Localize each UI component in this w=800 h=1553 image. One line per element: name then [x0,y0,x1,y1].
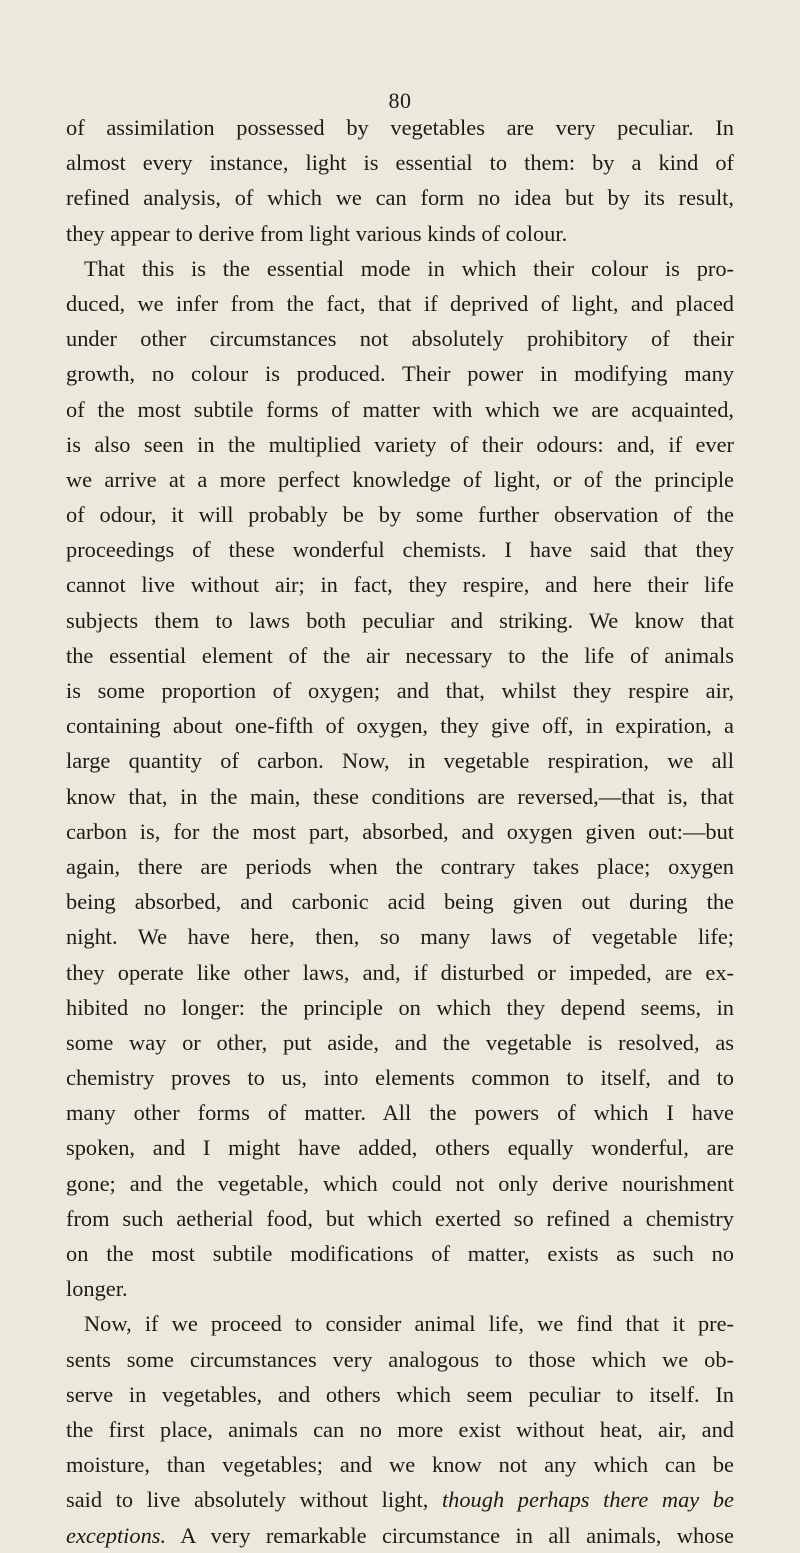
text-line: duced, we infer from the fact, that if deprived of light, and placed [66,290,734,316]
text-line: being absorbed, and carbonic acid being given out during the [66,889,734,915]
text-line: hibited no longer: the principle on which they depend seems, in [66,994,734,1020]
text-line: again, there are periods when the contrary takes place; oxygen [66,853,734,879]
text-line: spoken, and I might have added, others equally wonderful, are [66,1135,734,1161]
text-line: some way or other, put aside, and the vegetable is resolved, as [66,1029,734,1055]
body-text [66,110,734,1553]
text-line: moisture, than vegetables; and we know not any which can be [66,1452,734,1478]
text-line: of assimilation possessed by vegetables are very peculiar. In [66,115,734,140]
text-line: Now, if we proceed to consider animal life, we find that it pre- [84,1311,734,1337]
text-span: A very remarkable circumstance in all animals, whose [166,1522,734,1548]
text-line: subjects them to laws both peculiar and striking. We know that [66,607,734,633]
text-line: longer. [66,1276,128,1302]
text-line [66,1518,734,1553]
text-line: the first place, animals can no more exist without heat, air, and [66,1416,734,1442]
text-line: under other circumstances not absolutely prohibitory of their [66,326,734,352]
text-line: That this is the essential mode in which their colour is pro- [84,255,734,281]
text-line: almost every instance, light is essential to them: by a kind of [66,150,734,176]
text-line: of the most subtile forms of matter with which we are acquainted, [66,396,734,422]
text-line: containing about one-fifth of oxygen, they give off, in expiration, a [66,713,734,739]
text-line: sents some circumstances very analogous to those which we ob- [66,1346,734,1372]
text-line: night. We have here, then, so many laws of vegetable life; [66,924,734,950]
text-line: on the most subtile modifications of matter, exists as such no [66,1241,734,1266]
text-line: serve in vegetables, and others which seem peculiar to itself. In [66,1381,734,1407]
text-line: cannot live without air; in fact, they respire, and here their life [66,572,734,598]
text-line: of odour, it will probably be by some further observation of the [66,502,734,528]
text-line: large quantity of carbon. Now, in vegetable respiration, we all [66,748,734,774]
text-line: many other forms of matter. All the powers of which I have [66,1100,734,1126]
text-line: refined analysis, of which we can form no idea but by its result, [66,185,734,211]
text-line: from such aetherial food, but which exerted so refined a chemistry [66,1205,734,1231]
text-line: is some proportion of oxygen; and that, whilst they respire air, [66,678,734,703]
text-line: we arrive at a more perfect knowledge of light, or of the principle [66,466,734,492]
text-span: said to live absolutely without light, [66,1487,429,1513]
text-line: gone; and the vegetable, which could not only derive nourishment [66,1170,734,1196]
text-line: growth, no colour is produced. Their power in modifying many [66,361,734,387]
text-line [66,1482,734,1517]
text-line: proceedings of these wonderful chemists. I have said that they [66,537,734,563]
text-line: the essential element of the air necessary to the life of animals [66,642,734,668]
italic-span: exceptions. [66,1522,167,1548]
text-line: know that, in the main, these conditions are reversed,—that is, that [66,783,734,809]
text-line: carbon is, for the most part, absorbed, and oxygen given out:—but [66,818,734,844]
text-line: is also seen in the multiplied variety of their odours: and, if ever [66,431,734,457]
text-line: chemistry proves to us, into elements common to itself, and to [66,1065,734,1091]
text-line: they operate like other laws, and, if disturbed or impeded, are ex- [66,959,734,985]
text-line: they appear to derive from light various kinds of colour. [66,220,568,246]
page-number: 80 [388,88,412,113]
italic-span: though perhaps there may be [428,1487,734,1513]
